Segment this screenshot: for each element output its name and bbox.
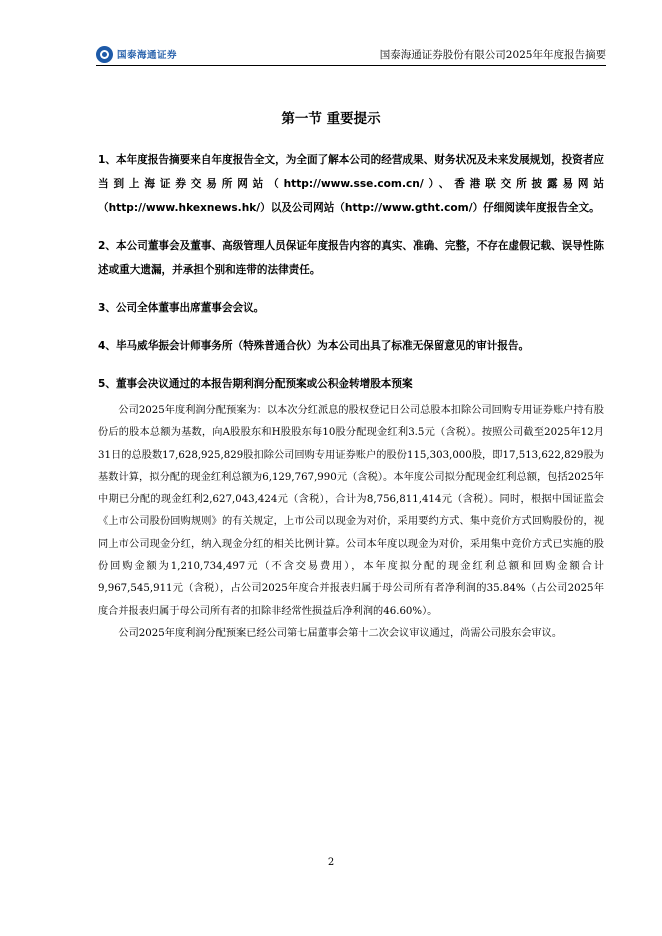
header-title: 国泰海通证券股份有限公司2025年年度报告摘要 (379, 49, 606, 61)
notice-item-1: 1、本年度报告摘要来自年度报告全文，为全面了解本公司的经营成果、财务状况及未来发展规划，投资者应当到上海证券交易所网站（http://www.sse.com.cn/）、香港联交所披露易网站（http://www.hkexnews.hk/）以及公司网站（http://www.gtht.com/）仔细阅读年度报告全文。 (98, 154, 604, 214)
logo-icon (96, 46, 113, 63)
profit-distribution-paragraph: 公司2025年度利润分配预案为：以本次分红派息的股权登记日公司总股本扣除公司回购专用证券账户持有股份后的股本总额为基数，向A股股东和H股股东每10股分配现金红利3.5元（含税）。按照公司截至2025年12月31日的总股数17,628,925,829股扣除公司回购专用证券账户的股份115,303,000股，即17,513,622,829股为基数计算，拟分配的现金红利总额为6,129,767,990元（含税）。本年度公司拟分配现金红利总额，包括2025年中期已分配的现金红利2,627,043,424元（含税），合计为8,756,811,414元（含税）。同时，根据中国证监会《上市公司股份回购规则》的有关规定，上市公司以现金为对价，采用要约方式、集中竞价方式回购股份的，视同上市公司现金分红，纳入现金分红的相关比例计算。公司本年度以现金为对价，采用集中竞价方式已实施的股份回购金额为1,210,734,497元（不含交易费用），本年度拟分配的现金红利总额和回购金额合计9,967,545,911元（含税），占公司2025年度合并报表归属于母公司所有者净利润的35.84%（占公司2025年度合并报表归属于母公司所有者的扣除非经常性损益后净利润的46.60%）。 (98, 405, 604, 617)
approval-paragraph: 公司2025年度利润分配预案已经公司第七届董事会第十二次会议审议通过，尚需公司股东会审议。 (118, 627, 563, 639)
page-header (96, 43, 606, 66)
notice-item-4: 4、毕马威华振会计师事务所（特殊普通合伙）为本公司出具了标准无保留意见的审计报告。 (98, 340, 530, 352)
notice-item-2: 2、本公司董事会及董事、高级管理人员保证年度报告内容的真实、准确、完整，不存在虚假记载、误导性陈述或重大遗漏，并承担个别和连带的法律责任。 (98, 240, 604, 276)
page-number: 2 (327, 857, 335, 868)
section-title: 第一节 重要提示 (281, 111, 381, 127)
document-body (98, 148, 604, 645)
company-logo (96, 45, 177, 63)
notice-item-5: 5、董事会决议通过的本报告期利润分配预案或公积金转增股本预案 (98, 378, 413, 390)
logo-text: 国泰海通证券 (117, 50, 178, 61)
notice-item-3: 3、公司全体董事出席董事会会议。 (98, 302, 265, 314)
